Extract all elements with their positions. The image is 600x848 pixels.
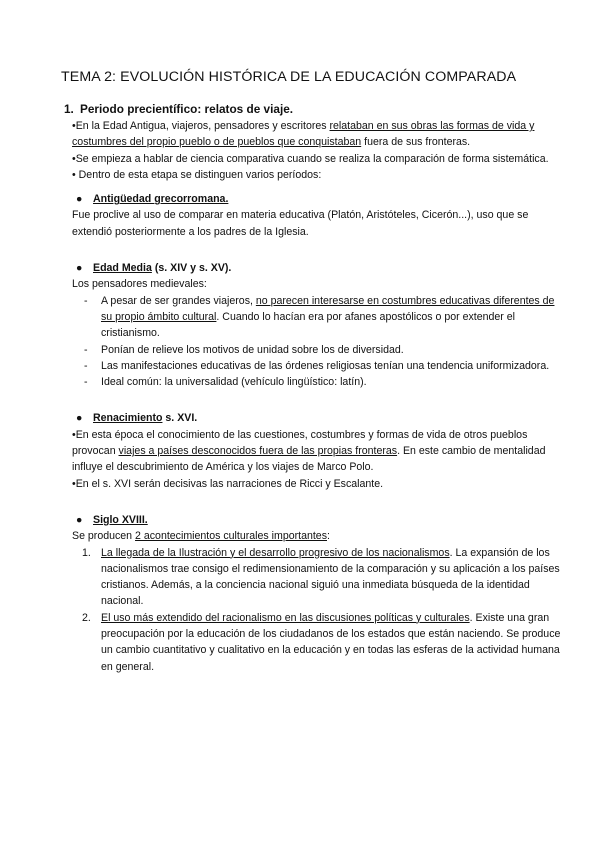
subheading-text: Siglo XVIII. (93, 513, 148, 526)
text: . En este cambio de mentalidad influye el descubrimiento de América y los viajes de Marco Polo. (72, 445, 546, 474)
bullet-icon: ● (76, 262, 83, 275)
dash-list (72, 293, 562, 391)
page-title: TEMA 2: EVOLUCIÓN HISTÓRICA DE LA EDUCACIÓN COMPARADA (61, 69, 517, 85)
paragraph: •En el s. XVI serán decisivas las narraciones de Ricci y Escalante. (72, 477, 384, 490)
subheading-text: Edad Media (93, 262, 152, 275)
subheading-siglo-xviii (72, 512, 562, 528)
text: fuera de sus fronteras. (361, 136, 471, 149)
paragraph: • Dentro de esta etapa se distinguen varios períodos: (72, 168, 322, 181)
text: Ponían de relieve los motivos de unidad sobre los de diversidad. (101, 343, 404, 356)
list-number: 2. (82, 611, 91, 624)
bullet-icon: ● (76, 513, 83, 526)
dash-marker: - (84, 376, 88, 389)
underlined-text: no parecen interesarse en costumbres educativas diferentes de su propio ámbito cultural (101, 294, 555, 323)
text: Las manifestaciones educativas de las órdenes religiosas tenían una tendencia uniformizadora. (101, 359, 550, 372)
subheading-text: Renacimiento (93, 412, 163, 425)
paragraph (72, 528, 562, 544)
text: . Cuando lo hacían era por afanes apostólicos o por extender el cristianismo. (101, 310, 516, 340)
underlined-text: La llegada de la Ilustración y el desarrollo progresivo de los nacionalismos (101, 546, 450, 559)
underlined-text: 2 acontecimientos culturales importantes (135, 530, 327, 543)
text: . La expansión de los nacionalismos trae consigo el redimensionamiento de la comparación y su aplicación a los países cristianos. Además, a la conciencia nacional siguió una inmediata búsqueda de la identidad nacional. (101, 546, 560, 608)
subheading-text: Antigüedad grecorromana. (93, 193, 229, 206)
dash-marker: - (84, 343, 88, 356)
paragraph: Fue proclive al uso de comparar en materia educativa (Platón, Aristóteles, Cicerón...), uso que se extendió posteriormente a los padres de la Iglesia. (72, 209, 529, 238)
paragraph (72, 427, 562, 476)
paragraph (72, 118, 562, 151)
text: Ideal común: la universalidad (vehículo lingüístico: latín). (101, 376, 367, 389)
list-item (72, 293, 562, 342)
list-item (72, 610, 562, 675)
dash-marker: - (84, 294, 88, 307)
section-number: 1. (64, 102, 74, 116)
subheading-renacimiento (72, 410, 562, 426)
section-heading (64, 101, 562, 117)
dash-marker: - (84, 359, 88, 372)
list-item (72, 342, 562, 358)
text: . Existe una gran preocupación por la educación de los ciudadanos de los estados que están naciendo. Se produce un cambio cuantitativo y cualitativo en la educación y en todas las esferas de la actividad humana en general. (101, 611, 561, 673)
underlined-text: relataban en sus obras las formas de vida y costumbres del propio pueblo o de pueblos que conquistaban (72, 120, 535, 149)
section-heading-text: Periodo precientífico: relatos de viaje. (80, 102, 294, 116)
list-item (72, 358, 562, 374)
underlined-text: El uso más extendido del racionalismo en las discusiones políticas y culturales (101, 611, 470, 624)
subheading-text: (s. XIV y s. XV). (151, 262, 232, 275)
text: •En esta época el conocimiento de las cuestiones, costumbres y formas de vida de otros pueblos provocan (72, 428, 528, 458)
document-page (61, 68, 562, 675)
subheading-text: s. XVI. (162, 412, 198, 425)
paragraph: Los pensadores medievales: (72, 278, 207, 291)
subheading-antiguedad (72, 191, 562, 207)
text: Se producen (72, 530, 136, 543)
paragraph: •Se empieza a hablar de ciencia comparativa cuando se realiza la comparación de forma sistemática. (72, 152, 549, 165)
text: A pesar de ser grandes viajeros, (101, 294, 256, 307)
text: •En la Edad Antigua, viajeros, pensadores y escritores (72, 120, 330, 132)
bullet-icon: ● (76, 412, 83, 425)
underlined-text: viajes a países desconocidos fuera de las propias fronteras (118, 445, 398, 458)
text: : (327, 530, 330, 543)
bullet-icon: ● (76, 193, 83, 206)
subheading-edad-media (72, 260, 562, 276)
numbered-list (72, 545, 562, 675)
list-number: 1. (82, 546, 91, 559)
list-item (72, 374, 562, 390)
list-item (72, 545, 562, 610)
